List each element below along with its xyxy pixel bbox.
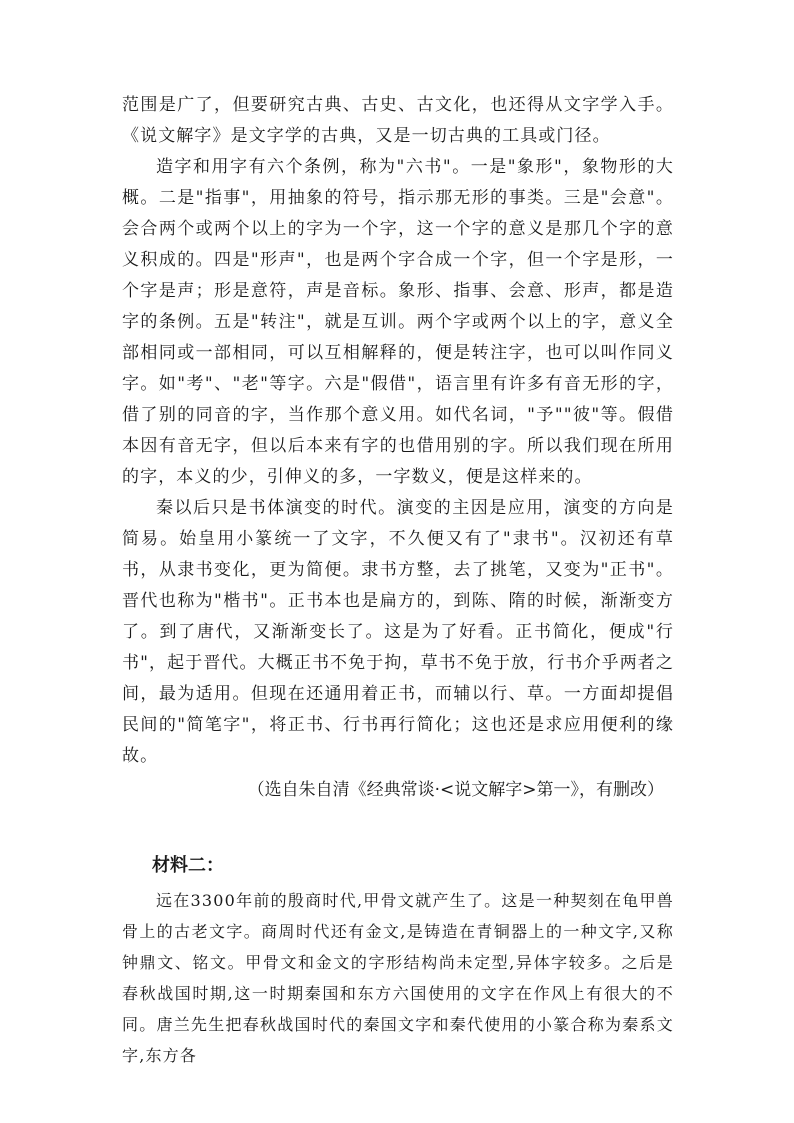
paragraph-2: 造字和用字有六个条例，称为"六书"。一是"象形"，象物形的大概。二是"指事"，用抽象的符号，指示那无形的事类。三是"会意"。会合两个或两个以上的字为一个字，这一个字的意义是那几个字的意义积成的。四是"形声"，也是两个字合成一个字，但一个字是形，一个字是声；形是意符，声是音标。象形、指事、会意、形声，都是造字的条例。五是"转注"，就是互训。两个字或两个以上的字，意义全部相同或一部相同，可以互相解释的，便是转注字，也可以叫作同义字。如"考"、"老"等字。六是"假借"，语言里有许多有音无形的字，借了别的同音的字，当作那个意义用。如代名词，"予""彼"等。假借本因有音无字，但以后本来有字的也借用别的字。所以我们现在所用的字，本义的少，引伸义的多，一字数义，便是这样来的。	[122, 157, 674, 487]
paragraph-3: 秦以后只是书体演变的时代。演变的主因是应用，演变的方向是简易。始皇用小篆统一了文字，不久便又有了"隶书"。汉初还有草书，从隶书变化，更为简便。隶书方整，去了挑笔，又变为"正书"。晋代也称为"楷书"。正书本也是扁方的，到陈、隋的时候，渐渐变方了。到了唐代，又渐渐变长了。这是为了好看。正书简化，便成"行书"，起于晋代。大概正书不免于拘，草书不免于放，行书介乎两者之间，最为适用。但现在还通用着正书，而辅以行、草。一方面却提倡民间的"简笔字"，将正书、行书再行简化；这也还是求应用便利的缘故。	[122, 498, 674, 766]
source-citation: （选自朱自清《经典常谈·<说文解字>第一》，有删改）	[247, 780, 664, 800]
document-page	[122, 90, 674, 1071]
paragraph-1: 范围是广了，但要研究古典、古史、古文化，也还得从文字学入手。《说文解字》是文字学的古典，又是一切古典的工具或门径。	[122, 95, 674, 146]
section-heading: 材料二：	[152, 855, 224, 876]
paragraph-4: 远在3300年前的殷商时代,甲骨文就产生了。这是一种契刻在龟甲兽骨上的古老文字。商周时代还有金文,是铸造在青铜器上的一种文字,又称钟鼎文、铭文。甲骨文和金文的字形结构尚未定型,异体字较多。之后是春秋战国时期,这一时期秦国和东方六国使用的文字在作风上有很大的不同。唐兰先生把春秋战国时代的秦国文字和秦代使用的小篆合称为秦系文字,东方各	[122, 891, 674, 1065]
